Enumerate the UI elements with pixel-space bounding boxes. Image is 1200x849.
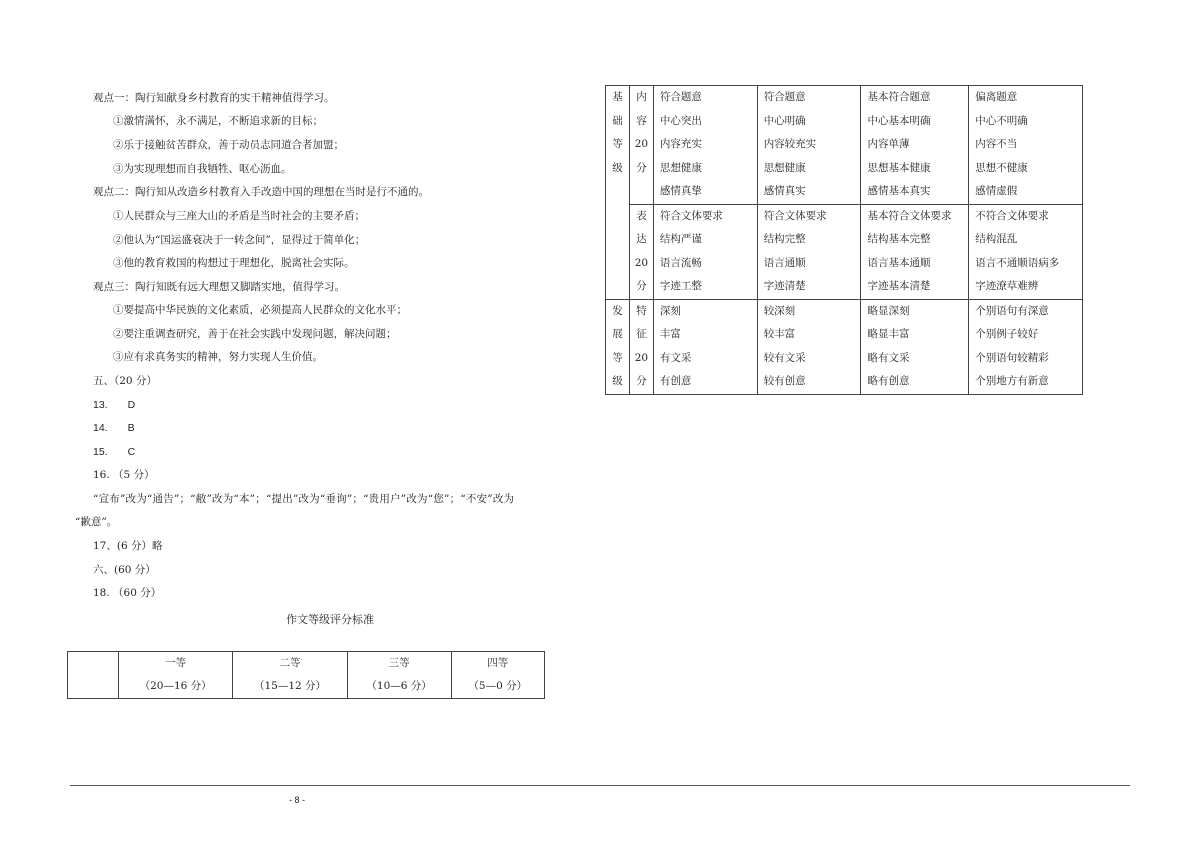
criterion: 个别语句较精彩 [975, 351, 1049, 364]
label-char: 等 [612, 138, 623, 150]
grade-title: 二等 [279, 657, 301, 669]
label-char: 征 [636, 328, 647, 341]
label-char: 基 [612, 91, 623, 103]
criterion: 字迹清楚 [763, 280, 806, 293]
criterion: 中心明确 [763, 114, 806, 127]
development-level-label [606, 299, 630, 394]
answer-number: 13. [93, 399, 108, 411]
criterion: 较丰富 [763, 328, 796, 341]
criterion: 较深刻 [763, 304, 796, 317]
grade-title: 一等 [165, 657, 187, 669]
criterion: 语言不通顺语病多 [975, 256, 1060, 269]
criterion: 字迹工整 [659, 280, 702, 293]
criterion: 中心基本明确 [867, 114, 931, 127]
label-char: 发 [612, 304, 623, 317]
label-char: 达 [636, 233, 647, 246]
answer-value: C [127, 446, 136, 458]
criterion: 字迹基本清楚 [867, 280, 931, 293]
feature-label [629, 299, 653, 394]
grade-table-blank-cell [68, 652, 119, 699]
criterion: 思想健康 [659, 161, 702, 174]
content-grade-2 [757, 86, 861, 205]
label-char: 分 [636, 375, 647, 388]
label-char: 级 [612, 375, 623, 388]
criterion: 符合题意 [659, 91, 702, 103]
answer-number: 14. [93, 422, 108, 434]
criterion: 不符合文体要求 [975, 209, 1049, 222]
viewpoint-3: 观点三：陶行知既有远大理想又脚踏实地，值得学习。 [93, 281, 345, 293]
criterion: 符合文体要求 [659, 209, 723, 222]
label-char: 20 [634, 138, 649, 150]
development-grade-3 [861, 299, 969, 394]
criterion: 结构基本完整 [867, 233, 931, 246]
criterion: 个别地方有新意 [975, 375, 1049, 388]
criterion: 略有文采 [867, 351, 910, 364]
criterion: 较有文采 [763, 351, 806, 364]
criterion: 思想基本健康 [867, 161, 931, 174]
content-grade-4 [969, 86, 1083, 205]
section-6-heading: 六、(60 分） [93, 564, 156, 576]
viewpoint-2-point-3: ③他的教育救国的构想过于理想化，脱离社会实际。 [113, 257, 355, 269]
criterion: 内容单薄 [867, 138, 910, 150]
criterion: 感情虚假 [975, 185, 1018, 197]
criterion: 内容不当 [975, 138, 1018, 150]
criterion: 略显丰富 [867, 328, 910, 341]
expression-grade-1 [653, 204, 757, 299]
label-char: 容 [636, 114, 647, 127]
viewpoint-1-point-2: ②乐于接触贫苦群众，善于动员志同道合者加盟； [113, 139, 344, 151]
development-grade-2 [757, 299, 861, 394]
criterion: 思想不健康 [975, 161, 1028, 174]
question-18: 18. （60 分） [93, 587, 162, 599]
criterion: 符合文体要求 [763, 209, 827, 222]
answer-15 [93, 445, 135, 459]
criterion: 结构混乱 [975, 233, 1018, 246]
viewpoint-2-point-2: ②他认为“国运盛衰决于一转念间”，显得过于简单化； [113, 234, 366, 246]
basic-level-label [606, 86, 630, 300]
viewpoint-1: 观点一：陶行知献身乡村教育的实干精神值得学习。 [93, 92, 335, 104]
viewpoint-3-point-2: ②要注重调查研究，善于在社会实践中发现问题，解决问题； [113, 328, 397, 340]
label-char: 础 [612, 114, 623, 127]
criterion: 符合题意 [763, 91, 806, 103]
content-label [629, 86, 653, 205]
criterion: 基本符合题意 [867, 91, 931, 103]
criterion: 有文采 [659, 351, 692, 364]
criterion: 字迹潦草难辨 [975, 280, 1039, 293]
label-char: 20 [634, 351, 649, 364]
expression-grade-4 [969, 204, 1083, 299]
criterion: 语言通顺 [763, 256, 806, 269]
label-char: 内 [636, 91, 647, 103]
answer-number: 15. [93, 446, 108, 458]
criterion: 略有创意 [867, 375, 910, 388]
question-16-text-line-2: “歉意”。 [75, 516, 118, 528]
criterion: 语言基本通顺 [867, 256, 931, 269]
criterion: 略显深刻 [867, 304, 910, 317]
viewpoint-3-point-3: ③应有求真务实的精神，努力实现人生价值。 [113, 351, 323, 363]
grade-range: （5—0 分） [468, 680, 528, 692]
label-char: 分 [636, 161, 647, 174]
label-char: 展 [612, 328, 623, 341]
table-caption: 作文等级评分标准 [286, 613, 374, 626]
expression-grade-3 [861, 204, 969, 299]
criterion: 感情真实 [763, 185, 806, 197]
content-grade-1 [653, 86, 757, 205]
criterion: 个别例子较好 [975, 328, 1039, 341]
criterion: 内容较充实 [763, 138, 817, 150]
criterion: 思想健康 [763, 161, 806, 174]
answer-14 [93, 421, 135, 435]
scoring-criteria-table [605, 85, 1083, 395]
question-17: 17、(6 分）略 [93, 540, 163, 552]
content-grade-3 [861, 86, 969, 205]
answer-13 [93, 398, 135, 412]
criterion: 结构完整 [763, 233, 806, 246]
label-char: 分 [636, 280, 647, 293]
criterion: 内容充实 [659, 138, 702, 150]
criterion: 感情基本真实 [867, 185, 931, 197]
criterion: 个别语句有深意 [975, 304, 1049, 317]
section-5-heading: 五、（20 分） [93, 375, 157, 387]
answer-value: B [127, 422, 135, 434]
viewpoint-1-point-3: ③为实现理想而自我牺牲、呕心沥血。 [113, 163, 292, 175]
criterion: 感情真挚 [659, 185, 702, 197]
grade-cell-4 [451, 652, 544, 699]
label-char: 20 [634, 256, 649, 269]
grade-title: 三等 [388, 657, 410, 669]
expression-grade-2 [757, 204, 861, 299]
criterion: 偏离题意 [975, 91, 1018, 103]
page-number: - 8 - [289, 795, 306, 805]
label-char: 特 [636, 304, 647, 317]
grade-cell-2 [233, 652, 347, 699]
grade-range: （10—6 分） [366, 680, 432, 692]
grade-cell-3 [347, 652, 451, 699]
viewpoint-2-point-1: ①人民群众与三座大山的矛盾是当时社会的主要矛盾； [113, 210, 365, 222]
criterion: 较有创意 [763, 375, 806, 388]
viewpoint-2: 观点二：陶行知从改造乡村教育入手改造中国的理想在当时是行不通的。 [93, 186, 429, 198]
development-grade-1 [653, 299, 757, 394]
label-char: 表 [636, 209, 647, 222]
viewpoint-3-point-1: ①要提高中华民族的文化素质，必须提高人民群众的文化水平； [113, 304, 407, 316]
criterion: 有创意 [659, 375, 692, 388]
development-grade-4 [969, 299, 1083, 394]
criterion: 语言流畅 [659, 256, 702, 269]
footer-divider [70, 785, 1130, 786]
criterion: 丰富 [659, 328, 681, 341]
criterion: 中心不明确 [975, 114, 1028, 127]
question-16-text-line-1: “宣布”改为“通告”；“敝”改为“本”；“提出”改为“垂询”；“贵用户”改为“您”；“不安”改为 [93, 493, 515, 505]
label-char: 等 [612, 351, 623, 364]
criterion: 中心突出 [659, 114, 702, 127]
question-16: 16. （5 分） [93, 469, 155, 481]
viewpoint-1-point-1: ①激情满怀，永不满足，不断追求新的目标； [113, 115, 323, 127]
criterion: 基本符合文体要求 [867, 209, 952, 222]
grade-range: （20—16 分） [139, 680, 212, 692]
grade-cell-1 [119, 652, 233, 699]
grade-table [67, 651, 545, 699]
grade-range: （15—12 分） [253, 680, 327, 692]
label-char: 级 [612, 161, 623, 174]
criterion: 深刻 [659, 304, 681, 317]
answer-value: D [127, 399, 136, 411]
grade-title: 四等 [487, 657, 509, 669]
criterion: 结构严谨 [659, 233, 702, 246]
expression-label [629, 204, 653, 299]
